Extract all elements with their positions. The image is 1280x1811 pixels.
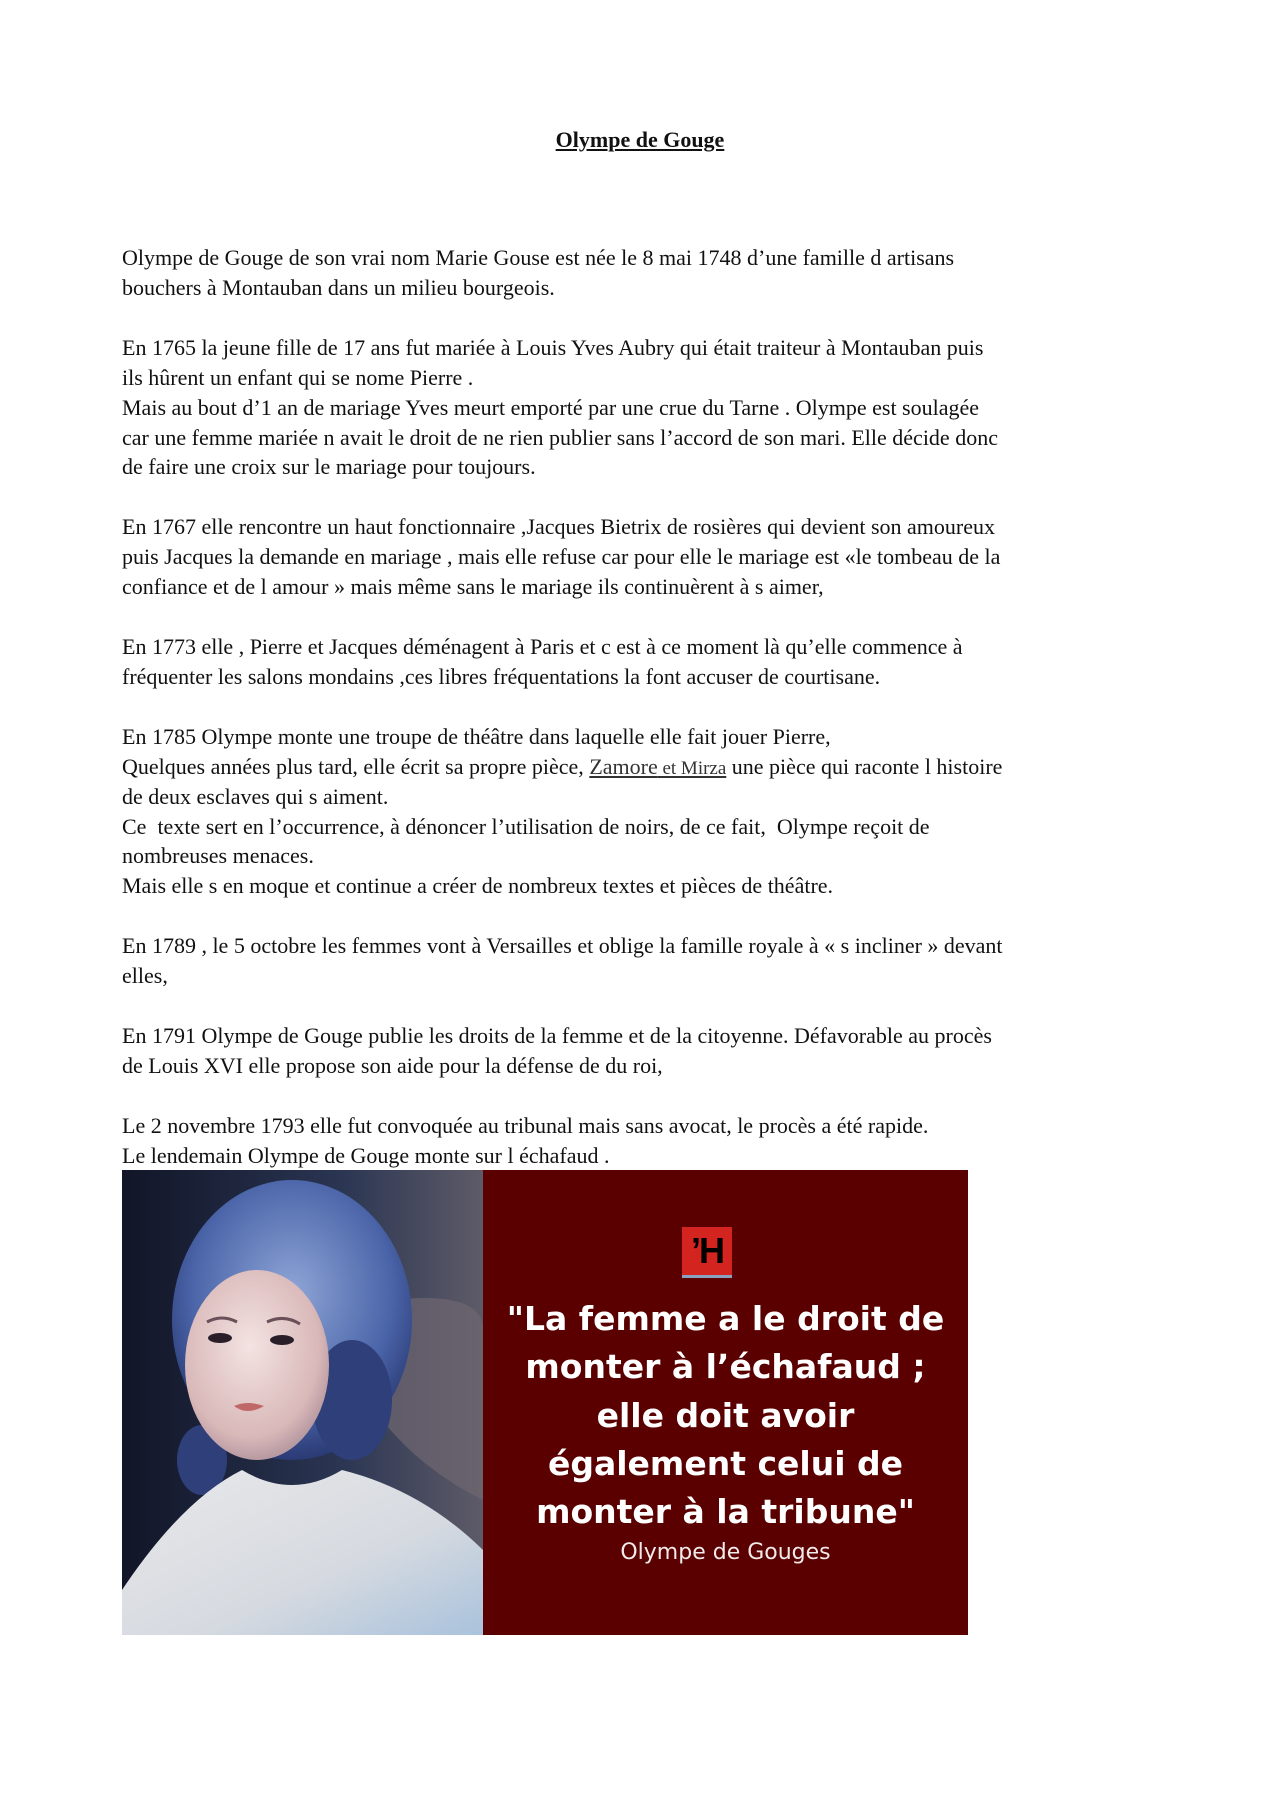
paragraph-1793 [122, 1111, 1182, 1171]
text-line: de Louis XVI elle propose son aide pour la défense de du roi, [122, 1052, 663, 1078]
quote-text [483, 1295, 968, 1536]
text-line: Le lendemain Olympe de Gouge monte sur l échafaud . [122, 1142, 610, 1168]
text-line: En 1789 , le 5 octobre les femmes vont à Versailles et oblige la famille royale à « s incliner » devant [122, 933, 1003, 959]
quote-line: monter à l’échafaud ; [525, 1347, 926, 1387]
text-line: de faire une croix sur le mariage pour toujours. [122, 454, 536, 480]
historia-logo: ’H [682, 1227, 732, 1278]
text-line [122, 752, 1182, 782]
text-line: En 1773 elle , Pierre et Jacques déménagent à Paris et c est à ce moment là qu’elle commence à [122, 633, 963, 659]
quote-line: "La femme a le droit de [506, 1299, 945, 1338]
text-line: Mais elle s en moque et continue a créer de nombreux textes et pièces de théâtre. [122, 873, 834, 899]
text-line: En 1785 Olympe monte une troupe de théâtre dans laquelle elle fait jouer Pierre, [122, 723, 831, 749]
zamore-et-mirza-link[interactable] [589, 754, 726, 779]
paragraph-marriage [122, 333, 1182, 483]
text-line: de deux esclaves qui s aiment. [122, 783, 389, 809]
quote-panel [483, 1170, 968, 1635]
text-line: ils hûrent un enfant qui se nome Pierre . [122, 364, 474, 390]
quote-line: monter à la tribune" [536, 1492, 915, 1532]
text-line: puis Jacques la demande en mariage , mais elle refuse car pour elle le mariage est «le tombeau de la [122, 544, 1001, 570]
text-line: nombreuses menaces. [122, 843, 314, 869]
paragraph-birth [122, 243, 1182, 303]
text-line: En 1791 Olympe de Gouge publie les droits de la femme et de la citoyenne. Défavorable au procès [122, 1022, 992, 1048]
document-body [122, 243, 1182, 1171]
link-text[interactable]: et Mirza [657, 757, 727, 779]
document-title: Olympe de Gouge [555, 127, 725, 152]
text-line: Mais au bout d’1 an de mariage Yves meurt emporté par une crue du Tarne . Olympe est soulagée [122, 394, 980, 420]
text-line: En 1765 la jeune fille de 17 ans fut mariée à Louis Yves Aubry qui était traiteur à Montauban puis [122, 334, 984, 360]
text-line: Le 2 novembre 1793 elle fut convoquée au tribunal mais sans avocat, le procès a été rapide. [122, 1112, 929, 1138]
link-text[interactable]: Zamore [589, 753, 658, 779]
paragraph-1791 [122, 1021, 1182, 1081]
portrait-painting-icon [122, 1170, 483, 1635]
quote-line: également celui de [547, 1443, 904, 1483]
text-line: Ce texte sert en l’occurrence, à dénoncer l’utilisation de noirs, de ce fait, Olympe reçoit de [122, 813, 930, 839]
paragraph-1773 [122, 632, 1182, 692]
text-span: Quelques années plus tard, elle écrit sa propre pièce, [122, 753, 590, 779]
portrait-image [122, 1170, 483, 1635]
paragraph-1789 [122, 931, 1182, 991]
paragraph-1785 [122, 722, 1182, 902]
text-line: confiance et de l amour » mais même sans le mariage ils continuèrent à s aimer, [122, 574, 824, 600]
quote-image [122, 1170, 968, 1635]
text-line: bouchers à Montauban dans un milieu bourgeois. [122, 274, 555, 300]
paragraph-1767 [122, 512, 1182, 602]
text-line: Olympe de Gouge de son vrai nom Marie Gouse est née le 8 mai 1748 d’une famille d artisans [122, 245, 955, 270]
text-span: une pièce qui raconte l histoire [726, 753, 1003, 779]
text-line: car une femme mariée n avait le droit de ne rien publier sans l’accord de son mari. Elle décide donc [122, 424, 998, 450]
quote-author: Olympe de Gouges [620, 1540, 831, 1565]
text-line: elles, [122, 963, 168, 989]
text-line: fréquenter les salons mondains ,ces libres fréquentations la font accuser de courtisane. [122, 663, 881, 689]
text-line: En 1767 elle rencontre un haut fonctionnaire ,Jacques Bietrix de rosières qui devient son amoureux [122, 514, 996, 540]
quote-line: elle doit avoir [596, 1395, 855, 1435]
